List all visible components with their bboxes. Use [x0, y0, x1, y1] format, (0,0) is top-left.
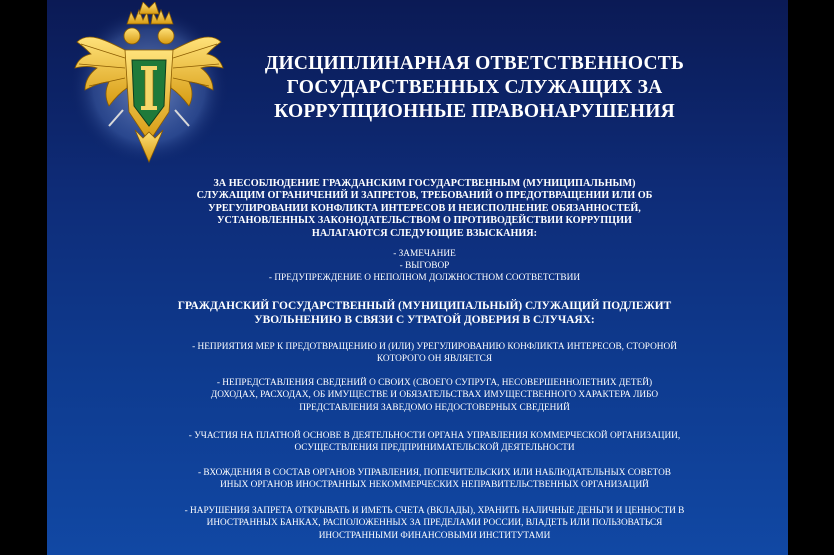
case-line: - ВХОЖДЕНИЯ В СОСТАВ ОРГАНОВ УПРАВЛЕНИЯ, ПОПЕЧИТЕЛЬСКИХ ИЛИ НАБЛЮДАТЕЛЬНЫХ СОВЕТОВ	[197, 468, 671, 478]
penalties-intro	[142, 178, 707, 240]
prosecutor-office-emblem-icon	[69, 2, 229, 167]
case-line: ОСУЩЕСТВЛЕНИЯ ПРЕДПРИНИМАТЕЛЬСКОЙ ДЕЯТЕЛЬНОСТИ	[294, 443, 575, 454]
page-title	[227, 52, 722, 124]
case-line: - НЕПРИЯТИЯ МЕР К ПРЕДОТВРАЩЕНИЮ И (ИЛИ) УРЕГУЛИРОВАНИЮ КОНФЛИКТА ИНТЕРЕСОВ, СТОРОНОЙ	[192, 342, 677, 352]
intro-line: ЗА НЕСОБЛЮДЕНИЕ ГРАЖДАНСКИМ ГОСУДАРСТВЕННЫМ (МУНИЦИПАЛЬНЫМ)	[213, 178, 636, 189]
case-line: ИНОСТРАННЫМИ ФИНАНСОВЫМИ ИНСТИТУТАМИ	[318, 530, 551, 541]
dismissal-case	[147, 467, 722, 492]
penalty-item: - ПРЕДУПРЕЖДЕНИЕ О НЕПОЛНОМ ДОЛЖНОСТНОМ СООТВЕТСТВИИ	[268, 273, 581, 284]
penalty-item: - ЗАМЕЧАНИЕ	[393, 249, 456, 259]
case-line: ИНОСТРАННЫХ БАНКАХ, РАСПОЛОЖЕННЫХ ЗА ПРЕДЕЛАМИ РОССИИ, ВЛАДЕТЬ ИЛИ ПОЛЬЗОВАТЬСЯ	[206, 518, 663, 529]
intro-line: УРЕГУЛИРОВАНИИ КОНФЛИКТА ИНТЕРЕСОВ И НЕИСПОЛНЕНИЕ ОБЯЗАННОСТЕЙ,	[208, 202, 641, 214]
dismissal-case	[147, 505, 722, 542]
title-line: ГОСУДАРСТВЕННЫХ СЛУЖАЩИХ ЗА	[286, 77, 663, 98]
dismissal-heading-line: УВОЛЬНЕНИЮ В СВЯЗИ С УТРАТОЙ ДОВЕРИЯ В СЛУЧАЯХ:	[254, 314, 595, 326]
intro-line: СЛУЖАЩИМ ОГРАНИЧЕНИЙ И ЗАПРЕТОВ, ТРЕБОВАНИЙ О ПРЕДОТВРАЩЕНИИ ИЛИ ОБ	[196, 190, 653, 202]
dismissal-case	[147, 377, 722, 414]
intro-line: УСТАНОВЛЕННЫХ ЗАКОНОДАТЕЛЬСТВОМ О ПРОТИВОДЕЙСТВИИ КОРРУПЦИИ	[217, 215, 632, 227]
slide	[47, 0, 788, 555]
case-line: - НЕПРЕДСТАВЛЕНИЯ СВЕДЕНИЙ О СВОИХ (СВОЕГО СУПРУГА, НЕСОВЕРШЕННОЛЕТНИХ ДЕТЕЙ)	[216, 378, 653, 388]
title-line: ДИСЦИПЛИНАРНАЯ ОТВЕТСТВЕННОСТЬ	[264, 53, 685, 74]
dismissal-case	[147, 430, 722, 455]
case-line: ДОХОДАХ, РАСХОДАХ, ОБ ИМУЩЕСТВЕ И ОБЯЗАТЕЛЬСТВАХ ИМУЩЕСТВЕННОГО ХАРАКТЕРА ЛИБО	[210, 390, 659, 401]
intro-line: НАЛАГАЮТСЯ СЛЕДУЮЩИЕ ВЗЫСКАНИЯ:	[311, 227, 538, 239]
case-line: ПРЕДСТАВЛЕНИЯ ЗАВЕДОМО НЕДОСТОВЕРНЫХ СВЕДЕНИЙ	[299, 402, 570, 413]
dismissal-case	[147, 341, 722, 366]
dismissal-heading	[142, 299, 707, 327]
dismissal-heading-line: ГРАЖДАНСКИЙ ГОСУДАРСТВЕННЫЙ (МУНИЦИПАЛЬНЫЙ) СЛУЖАЩИЙ ПОДЛЕЖИТ	[177, 300, 672, 312]
case-line: КОТОРОГО ОН ЯВЛЯЕТСЯ	[376, 354, 493, 365]
case-line: - УЧАСТИЯ НА ПЛАТНОЙ ОСНОВЕ В ДЕЯТЕЛЬНОСТИ ОРГАНА УПРАВЛЕНИЯ КОММЕРЧЕСКОЙ ОРГАНИЗАЦИИ,	[188, 431, 681, 441]
case-line: - НАРУШЕНИЯ ЗАПРЕТА ОТКРЫВАТЬ И ИМЕТЬ СЧЕТА (ВКЛАДЫ), ХРАНИТЬ НАЛИЧНЫЕ ДЕНЬГИ И ЦЕННОСТИ В	[184, 506, 685, 516]
penalties-list	[142, 248, 707, 285]
penalty-item: - ВЫГОВОР	[399, 261, 450, 272]
title-line: КОРРУПЦИОННЫЕ ПРАВОНАРУШЕНИЯ	[274, 101, 675, 122]
case-line: ИНЫХ ОРГАНОВ ИНОСТРАННЫХ НЕКОММЕРЧЕСКИХ НЕПРАВИТЕЛЬСТВЕННЫХ ОРГАНИЗАЦИЙ	[220, 480, 649, 491]
